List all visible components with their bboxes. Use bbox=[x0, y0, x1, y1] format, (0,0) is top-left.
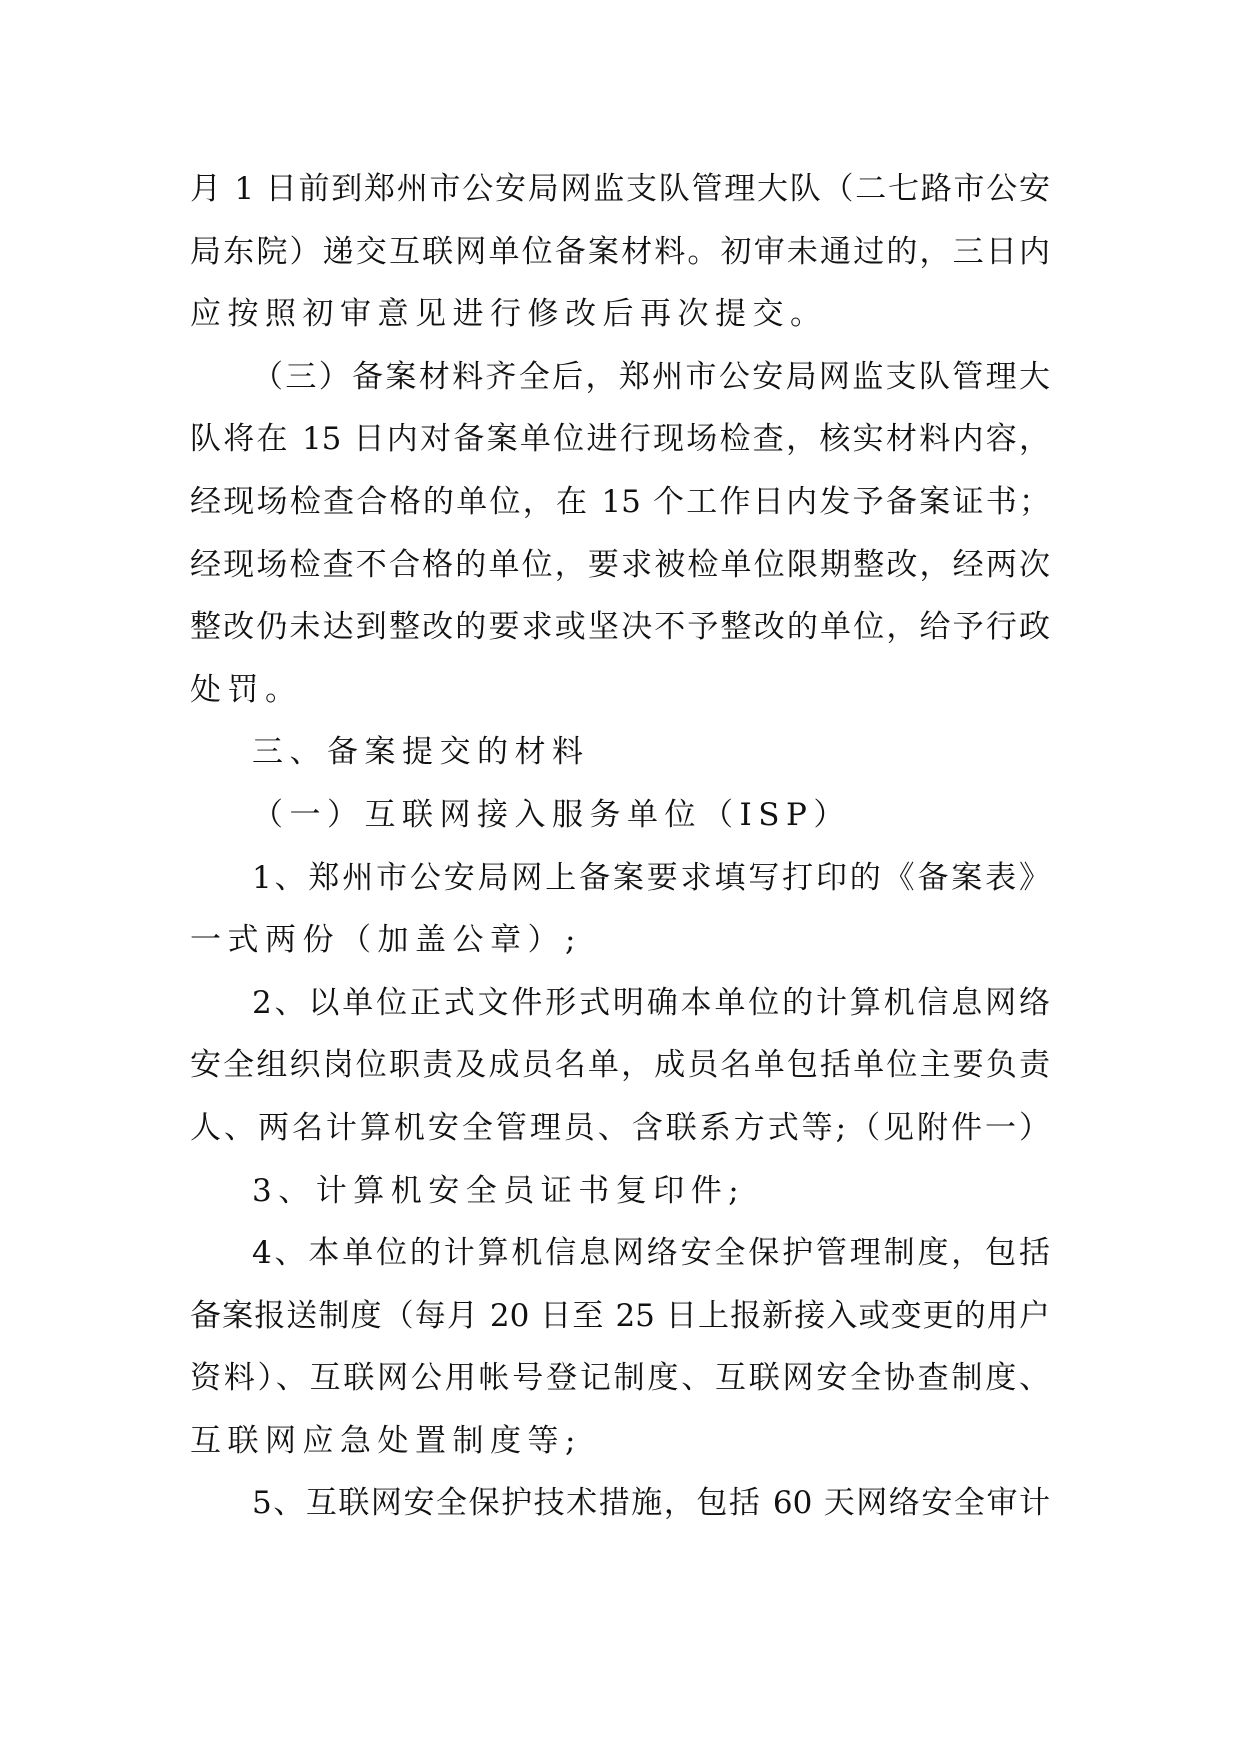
list-item-1-line-1: 1、郑州市公安局网上备案要求填写打印的《备案表》 bbox=[252, 859, 1050, 896]
list-item-5-line-1: 5、互联网安全保护技术措施，包括 60 天网络安全审计 bbox=[252, 1485, 1050, 1522]
text-line-2: 局东院）递交互联网单位备案材料。初审未通过的，三日内 bbox=[190, 233, 1050, 270]
text-line-5: 队将在 15 日内对备案单位进行现场检查，核实材料内容， bbox=[190, 421, 1050, 458]
list-item-3: 3、计算机安全员证书复印件; bbox=[252, 1172, 746, 1209]
list-item-4-line-2: 备案报送制度（每月 20 日至 25 日上报新接入或变更的用户 bbox=[190, 1297, 1050, 1334]
text-line-7: 经现场检查不合格的单位，要求被检单位限期整改，经两次 bbox=[190, 546, 1050, 583]
text-line-1: 月 1 日前到郑州市公安局网监支队管理大队（二七路市公安 bbox=[190, 171, 1050, 207]
list-item-4-line-4: 互联网应急处置制度等; bbox=[190, 1422, 582, 1459]
list-item-2-line-1: 2、以单位正式文件形式明确本单位的计算机信息网络 bbox=[252, 984, 1050, 1021]
list-item-4-line-3: 资料）、互联网公用帐号登记制度、互联网安全协查制度、 bbox=[190, 1360, 1050, 1397]
list-item-1-line-2: 一式两份（加盖公章）; bbox=[190, 922, 582, 959]
document-body bbox=[190, 158, 1050, 1535]
list-item-2-line-3: 人、两名计算机安全管理员、含联系方式等;（见附件一） bbox=[190, 1109, 1050, 1146]
section-heading-materials: 三、备案提交的材料 bbox=[252, 734, 590, 771]
subsection-heading-isp: （一）互联网接入服务单位（ISP） bbox=[252, 796, 851, 833]
list-item-4-line-1: 4、本单位的计算机信息网络安全保护管理制度，包括 bbox=[252, 1235, 1050, 1272]
list-item-2-line-2: 安全组织岗位职责及成员名单，成员名单包括单位主要负责 bbox=[190, 1047, 1050, 1084]
text-line-9: 处罚。 bbox=[190, 671, 303, 708]
text-line-6: 经现场检查合格的单位，在 15 个工作日内发予备案证书； bbox=[190, 483, 1050, 520]
section-3-paragraph-line-1: （三）备案材料齐全后，郑州市公安局网监支队管理大 bbox=[252, 358, 1050, 395]
text-line-8: 整改仍未达到整改的要求或坚决不予整改的单位，给予行政 bbox=[190, 609, 1050, 646]
text-line-3: 应按照初审意见进行修改后再次提交。 bbox=[190, 296, 828, 333]
